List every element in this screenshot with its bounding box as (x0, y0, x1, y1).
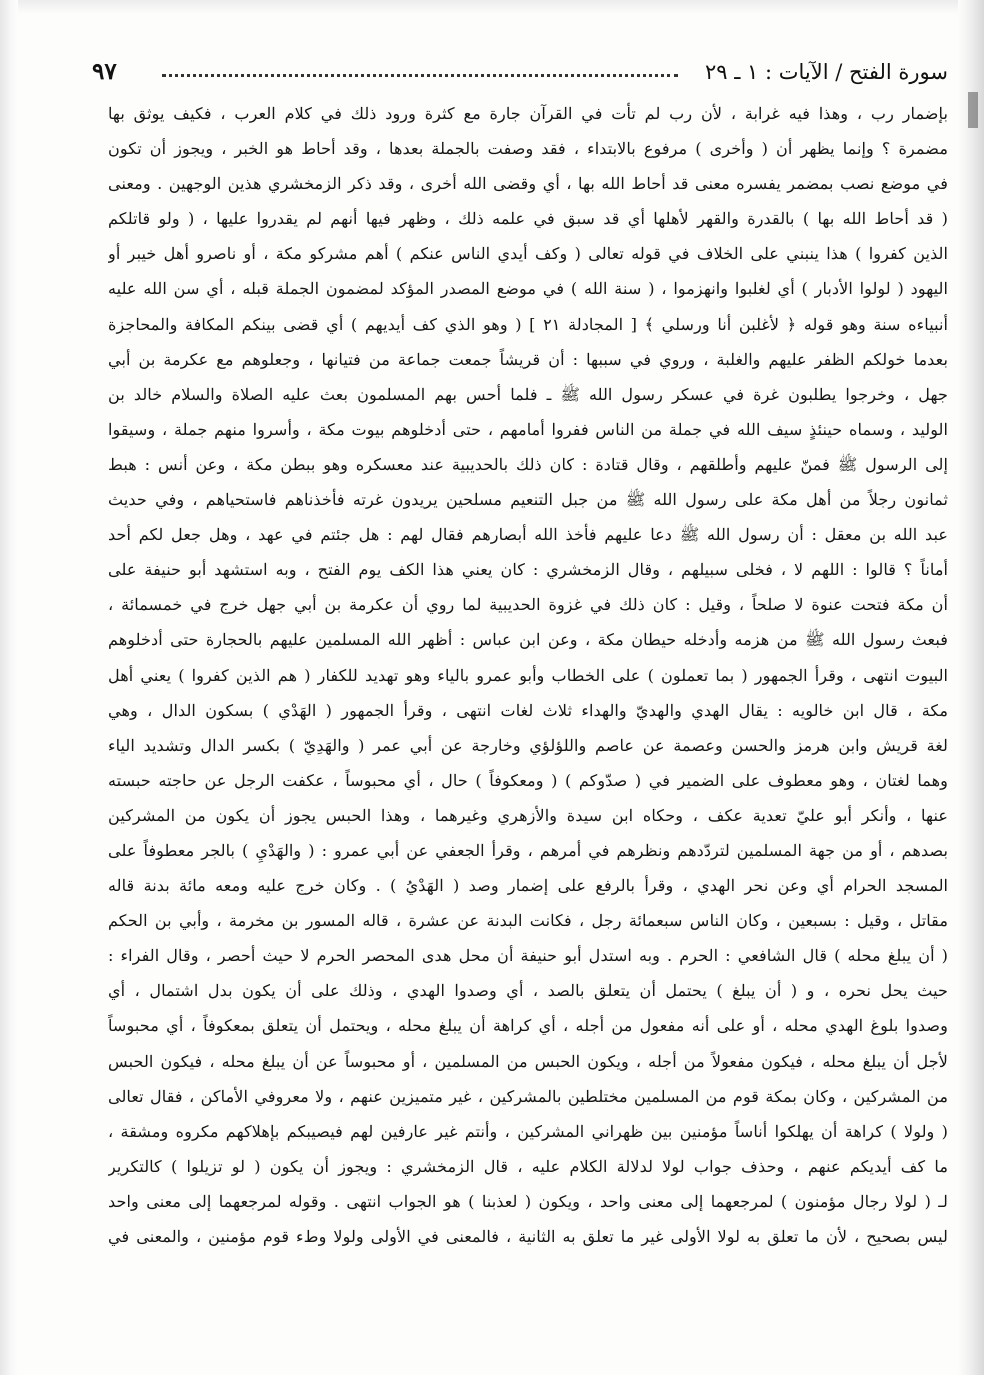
scan-edge-left (0, 0, 18, 1375)
text-line: مكة ، قال ابن خالويه : يقال الهدي والهديّ والهداء ثلاث لغات انتهى ، وقرأ الجمهور ( الهَدْي ) بسكون الدال ، وهي (108, 700, 948, 720)
text-line: لـ ( لولا رجال مؤمنون ) لمرجعهما إلى معنى واحد ، ويكون ( لعذبنا ) هو الجواب انتهى . وقوله لمرجعهما إلى معنى واحد (108, 1191, 948, 1211)
text-line: وصدوا بلوغ الهدي محله ، أو على أنه مفعول من أجله ، أي كراهة أن يبلغ محله ، ويحتمل أن يتعلق بمعكوفاً ، أي محبوساً (108, 1016, 948, 1036)
text-line: ( أن يبلغ محله ) قال الشافعي : الحرم . وبه استدل أبو حنيفة أن محل هدى المحصر الحرم لا حيث أحصر ، وقال الفراء : (108, 946, 948, 966)
text-line: مضمرة ؟ وإنما يظهر أن ( وأخرى ) مرفوع بالابتداء ، فقد وصفت بالجملة بعدها ، وقد أحاط هو الخبر ، ويجوز أن تكون (108, 139, 948, 159)
running-header (92, 54, 948, 94)
text-line: فبعث رسول الله ﷺ من هزمه وأدخله حيطان مكة ، وعن ابن عباس : أظهر الله المسلمين عليهم بالحجارة حتى أدخلوهم (108, 630, 948, 650)
text-line: عبد الله بن معقل : أن رسول الله ﷺ دعا عليهم فأخذ الله أبصارهم فقال لهم : هل جئتم في عهد ، وهل جعل لكم أحد (108, 525, 948, 545)
text-line: حيث يحل نحره ، و ( أن يبلغ ) يحتمل أن يتعلق بالصد ، أي وصدوا الهدي ، وذلك على أن يكون بدل اشتمال ، أي (108, 981, 948, 1001)
text-line: ( قد أحاط الله بها ) بالقدرة والقهر لأهلها أي قد سبق في علمه ذلك ، وظهر فيها أنهم لم يقدروا عليها ، ( ولو قاتلكم (108, 209, 948, 229)
header-dot-leader (162, 74, 678, 77)
main-text (108, 96, 948, 1254)
text-line: في موضع نصب بمضمر يفسره معنى قد أحاط الله بها ، أي وقضى الله أخرى ، وقد ذكر الزمخشري هذين الوجهين . ومعنى (108, 174, 948, 194)
scan-edge-top (0, 0, 984, 14)
text-line: بعدما خولكم الظفر عليهم والغلبة ، وروي في سببها : أن قريشاً جمعت جماعة من فتيانها ، وجعلوهم مع عكرمة بن أبي (108, 349, 948, 369)
text-line: ثمانون رجلاً من أهل مكة على رسول الله ﷺ من جبل التنعيم مسلحين يريدون غرته فأخذناهم فاستحياهم ، وفي حديث (108, 490, 948, 510)
text-line: مقاتل ، وقيل : بسبعين ، وكان الناس سبعمائة رجل ، فكانت البدنة عن عشرة ، قاله المسور بن مخرمة ، وأبي بن الحكم (108, 911, 948, 931)
text-line: بإضمار رب ، وهذا فيه غرابة ، لأن رب لم تأت في القرآن جارة مع كثرة ورود ذلك في كلام العرب ، فكيف يوثق بها (108, 104, 948, 123)
text-line: ما كف أيديكم عنهم ، وحذف جواب لولا لدلالة الكلام عليه ، قال الزمخشري : ويجوز أن يكون ( لو تزيلوا ) كالتكرير (108, 1156, 948, 1176)
text-line: من المشركين ، وكان بمكة قوم من المسلمين مختلطين بالمشركين ، غير متميزين عنهم ، ولا معروفي الأماكن ، فقال تعالى (108, 1086, 948, 1106)
text-line: الذين كفروا ) هذا ينبني على الخلاف في قوله تعالى ( وكف أيدي الناس عنكم ) أهم مشركو مكة ، أو ناصرو أهل خيبر أو (108, 244, 948, 264)
text-line: ليس بصحيح ، لأن ما تعلق به لولا الأولى غير ما تعلق به الثانية ، فالمعنى في الأولى ولولا وطء قوم مؤمنين ، والمعنى في (108, 1227, 948, 1246)
text-line: وهما لغتان ، وهو معطوف على الضمير في ( صدّوكم ) ( ومعكوفاً ) حال ، أي محبوساً ، عكفت الرجل عن حاجته حبسته (108, 770, 948, 790)
surah-title: سورة الفتح / الآيات : ١ ـ ٢٩ (704, 60, 948, 84)
binding-mark (968, 92, 978, 128)
text-line: بصدهم ، أو من جهة المسلمين لتردّدهم ونظرهم في أمرهم ، وقرأ الجعفي عن أبي عمرو : ( والهَدْيِ ) بالجر معطوفاً على (108, 840, 948, 860)
text-line: المسجد الحرام أي وعن نحر الهدي ، وقرأ بالرفع على إضمار وصد ( الهَدْيُ ) . وكان خرج عليه ومعه مائة بدنة قاله (108, 876, 948, 896)
binding-strip (958, 0, 984, 1375)
text-line: لغة قريش وابن هرمز والحسن وعصمة عن عاصم واللؤلؤي وخارجة عن أبي عمر ( والهَدِيّ ) بكسر الدال وتشديد الياء (108, 735, 948, 755)
text-line: أماناً ؟ قالوا : اللهم لا ، فخلى سبيلهم ، وقال الزمخشري : كان يعني هذا الكف يوم الفتح ، وبه استشهد أبو حنيفة على (108, 560, 948, 580)
text-line: أنبياءه سنة وهو قوله ﴿ لأغلبن أنا ورسلي ﴾ [ المجادلة ٢١ ] ( وهو الذي كف أيديهم ) أي قضى بينكم المكافة والمحاجزة (108, 314, 948, 334)
text-line: البيوت انتهى ، وقرأ الجمهور ( بما تعملون ) على الخطاب وأبو عمرو بالياء وهو تهديد للكفار ( هم الذين كفروا ) يعني أهل (108, 665, 948, 685)
text-line: لأجل أن يبلغ محله ، فيكون مفعولاً من أجله ، ويكون الحبس من المسلمين ، أو محبوساً عن أن يبلغ محله ، فيكون الحبس (108, 1051, 948, 1071)
page-number: ٩٧ (92, 58, 117, 85)
text-line: أن مكة فتحت عنوة لا صلحاً ، وقيل : كان ذلك في غزوة الحديبية لما روي أن عكرمة بن أبي جهل خرج في خمسمائة ، (108, 595, 948, 615)
text-line: عنها ، وأنكر أبو عليّ تعدية عكف ، وحكاه ابن سيدة والأزهري وغيرهما ، وهذا الحبس يجوز أن يكون من المشركين (108, 805, 948, 825)
text-line: إلى الرسول ﷺ فمنّ عليهم وأطلقهم ، وقال قتادة : كان ذلك بالحديبية عند معسكره وهو ببطن مكة ، وعن أنس : هبط (108, 454, 948, 474)
text-line: الوليد ، وسماه حينئذٍ سيف الله في جملة من الناس ففروا أمامهم ، حتى أدخلوهم بيوت مكة ، وأسروا منهم جملة ، وسيقوا (108, 419, 948, 439)
text-line: ( ولولا ) كراهة أن يهلكوا أناساً مؤمنين بين ظهراني المشركين ، وأنتم غير عارفين لهم فيصيبكم بإهلاكهم مكروه ومشقة ، (108, 1121, 948, 1141)
text-line: اليهود ( لولوا الأدبار ) أي لغلبوا وانهزموا ، ( سنة الله ) في موضع المصدر المؤكد لمضمون الجملة قبله ، أي سن الله عليه (108, 279, 948, 299)
text-line: جهل ، وخرجوا يطلبون غرة في عسكر رسول الله ﷺ ـ فلما أحس بهم المسلمون بعث عليه الصلاة والسلام خالد بن (108, 384, 948, 404)
